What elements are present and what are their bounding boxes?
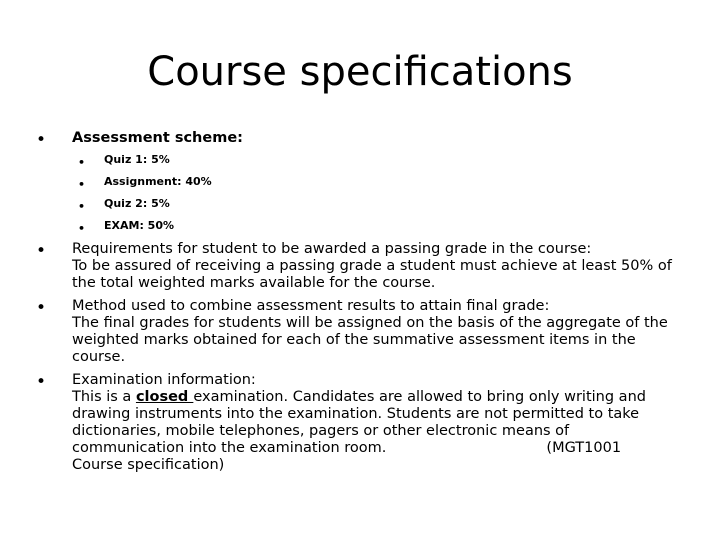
slide-title: Course specifications [147, 49, 573, 95]
bullet-method [36, 298, 676, 366]
bullet-exam [36, 372, 676, 474]
exam-body-post: examination. Candidates are allowed to bring only writing and drawing instruments into the examination. Students are not permitted to take dictionaries, mobile telephones, pagers or other electronic means of communication into the examination room. [72, 389, 646, 456]
sub-bullet-dot: • [78, 178, 86, 191]
assessment-item [72, 175, 676, 191]
slide-content [36, 130, 676, 480]
assessment-item-label: Assignment: 40% [104, 175, 212, 188]
requirements-body: To be assured of receiving a passing grade a student must achieve at least 50% of the total weighted marks available for the course. [72, 258, 672, 291]
exam-reference: (MGT1001 [546, 440, 622, 456]
exam-reference-cont: Course specification) [72, 457, 225, 473]
assessment-item [72, 153, 676, 169]
bullet-assessment [36, 130, 676, 235]
bullet-requirements [36, 241, 676, 292]
method-body: The final grades for students will be assigned on the basis of the aggregate of the weighted marks obtained for each of the summative assessment items in the course. [72, 315, 668, 365]
method-heading: Method used to combine assessment results to attain final grade: [72, 298, 550, 314]
sub-bullet-dot: • [78, 222, 86, 235]
exam-body-pre: This is a [72, 389, 136, 405]
bullet-dot: • [36, 130, 47, 150]
exam-heading: Examination information: [72, 372, 256, 388]
bullet-dot: • [36, 241, 47, 261]
assessment-item [72, 197, 676, 213]
sub-bullet-dot: • [78, 156, 86, 169]
assessment-heading: Assessment scheme: [72, 130, 243, 146]
bullet-dot: • [36, 372, 47, 392]
exam-body [72, 389, 676, 457]
bullet-dot: • [36, 298, 47, 318]
assessment-item-label: Quiz 2: 5% [104, 197, 170, 210]
sub-bullet-dot: • [78, 200, 86, 213]
assessment-items [72, 153, 676, 235]
assessment-item [72, 219, 676, 235]
assessment-item-label: EXAM: 50% [104, 219, 175, 232]
assessment-item-label: Quiz 1: 5% [104, 153, 170, 166]
requirements-heading: Requirements for student to be awarded a passing grade in the course: [72, 241, 592, 257]
exam-closed-emphasis: closed [135, 389, 194, 405]
